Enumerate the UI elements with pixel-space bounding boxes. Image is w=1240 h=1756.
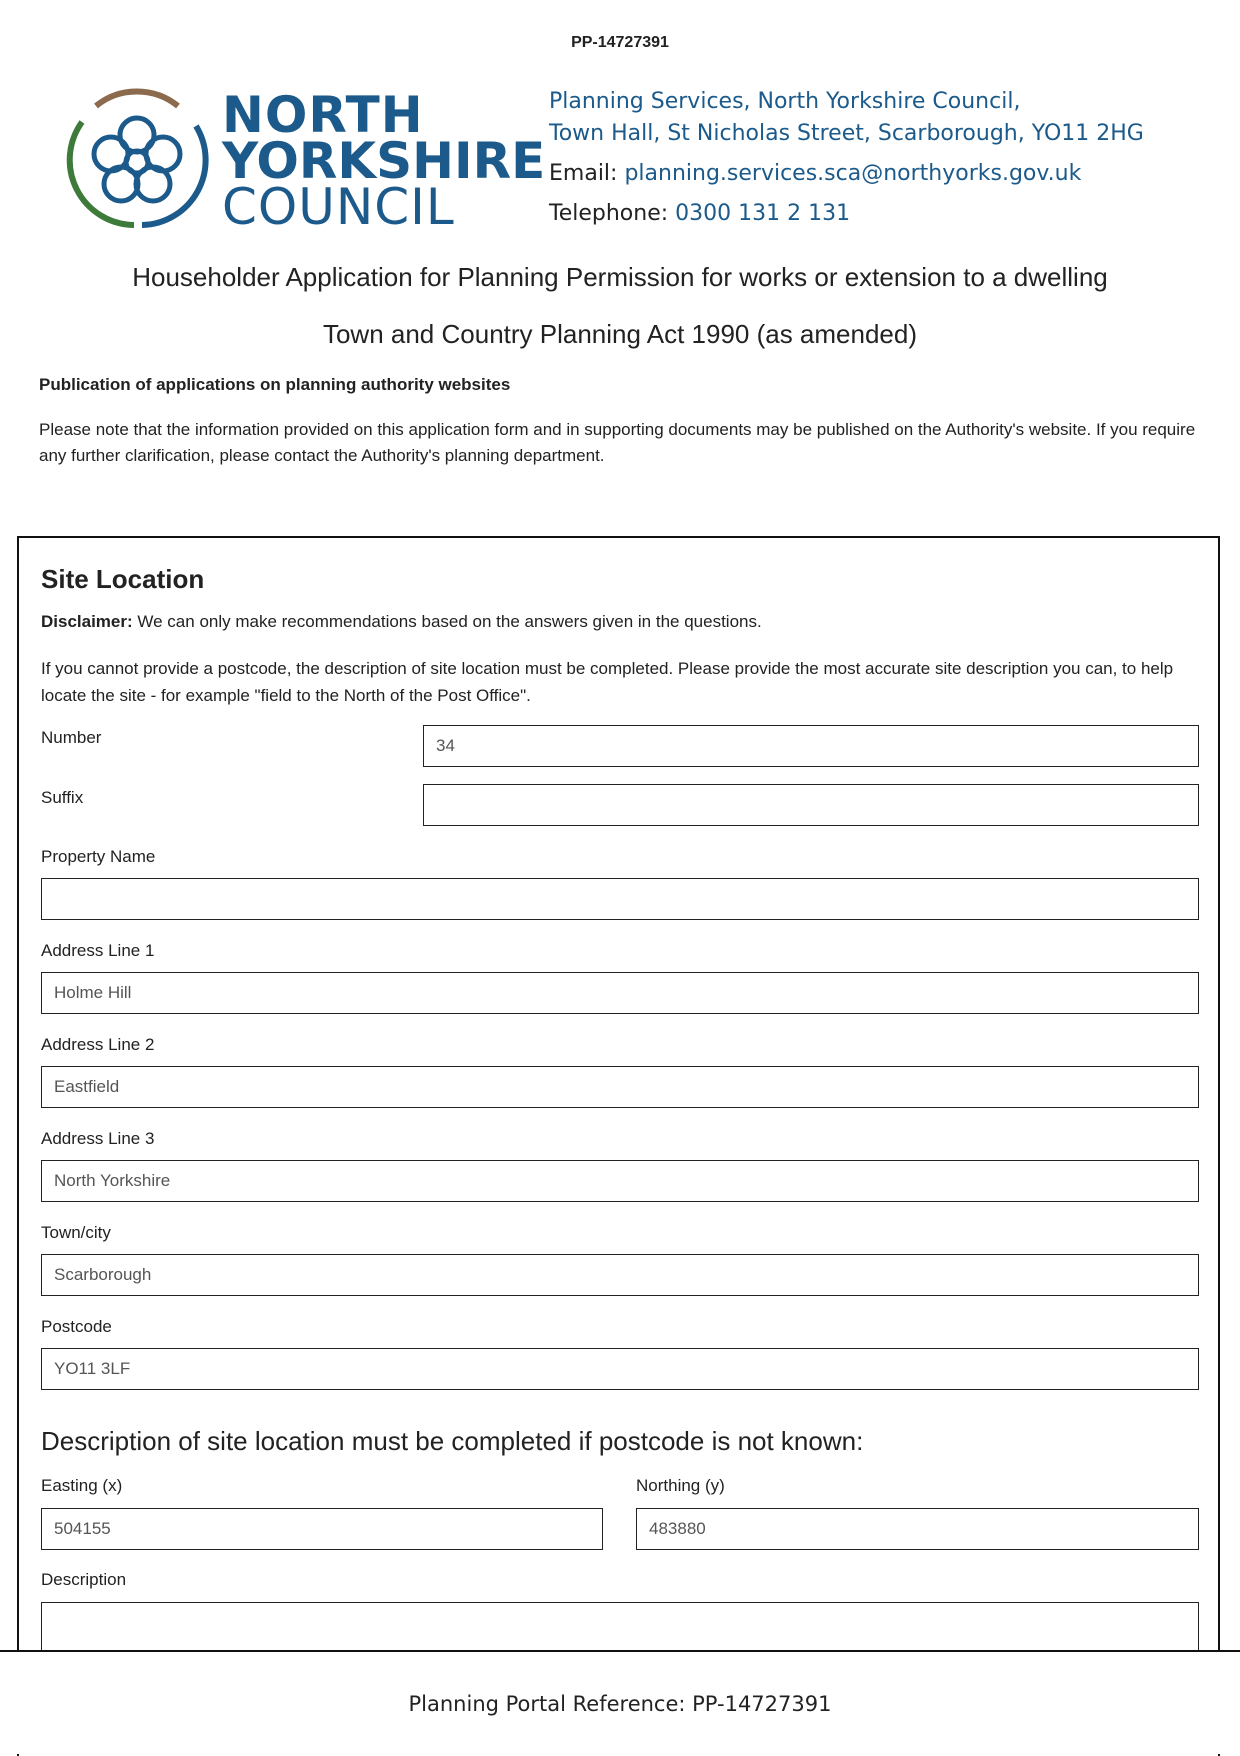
email-label: Email: [549, 161, 618, 186]
site-location-section [17, 536, 1220, 1756]
easting-input[interactable] [41, 1508, 603, 1550]
reference-number: PP-14727391 [571, 34, 669, 51]
email-row [549, 158, 1144, 190]
property-name-input[interactable] [41, 878, 1199, 920]
postcode-label: Postcode [41, 1317, 112, 1336]
publication-text: Please note that the information provided on this application form and in supporting documents may be published on the Authority's website. If you require any further clarification, please contact the Authority's planning department. [39, 420, 1196, 465]
address-line-3-input[interactable] [41, 1160, 1199, 1202]
postcode-input[interactable] [41, 1348, 1199, 1390]
property-name-label: Property Name [41, 847, 156, 866]
northing-input[interactable] [636, 1508, 1199, 1550]
number-input[interactable] [423, 725, 1199, 767]
disclaimer-text: We can only make recommendations based on the answers given in the questions. [132, 612, 762, 631]
address-line-2-label: Address Line 2 [41, 1035, 155, 1054]
address-line-1-input[interactable] [41, 972, 1199, 1014]
address-line-3-label: Address Line 3 [41, 1129, 155, 1148]
telephone-label: Telephone: [549, 201, 669, 226]
address-line-2: Town Hall, St Nicholas Street, Scarborough, YO11 2HG [549, 121, 1144, 146]
contact-details [549, 86, 1144, 230]
description-label: Description [41, 1570, 127, 1589]
logo-word-council: COUNCIL [222, 178, 455, 236]
easting-label: Easting (x) [41, 1476, 123, 1495]
council-logo [62, 82, 546, 238]
town-input[interactable] [41, 1254, 1199, 1296]
act-subtitle: Town and Country Planning Act 1990 (as amended) [322, 319, 918, 349]
town-label: Town/city [41, 1223, 111, 1242]
logo-word-yorkshire: YORKSHIRE [222, 132, 546, 190]
postcode-note: If you cannot provide a postcode, the description of site location must be completed. Please provide the most accurate site description you can, to help locate the site - for example "field to the North of the Post Office". [41, 659, 1174, 705]
description-heading: Description of site location must be completed if postcode is not known: [41, 1426, 864, 1456]
address-line-2-input[interactable] [41, 1066, 1199, 1108]
page-title: Householder Application for Planning Permission for works or extension to a dwelling [132, 262, 1108, 292]
address-line-1: Planning Services, North Yorkshire Council, [549, 89, 1021, 114]
disclaimer [41, 612, 762, 632]
section-title: Site Location [41, 564, 205, 594]
number-label: Number [41, 728, 102, 747]
logo-word-north: NORTH [222, 86, 424, 144]
footer-divider [0, 1650, 1240, 1652]
email-link[interactable]: planning.services.sca@northyorks.gov.uk [624, 161, 1082, 186]
address-line-1-label: Address Line 1 [41, 941, 155, 960]
northing-label: Northing (y) [636, 1476, 725, 1495]
telephone-row [549, 198, 1144, 230]
telephone-number[interactable]: 0300 131 2 131 [675, 201, 851, 226]
suffix-input[interactable] [423, 784, 1199, 826]
rose-emblem-icon [62, 82, 212, 238]
disclaimer-label: Disclaimer: [41, 612, 133, 631]
footer-reference: Planning Portal Reference: PP-14727391 [408, 1692, 832, 1716]
publication-heading: Publication of applications on planning authority websites [39, 375, 511, 394]
suffix-label: Suffix [41, 788, 84, 807]
